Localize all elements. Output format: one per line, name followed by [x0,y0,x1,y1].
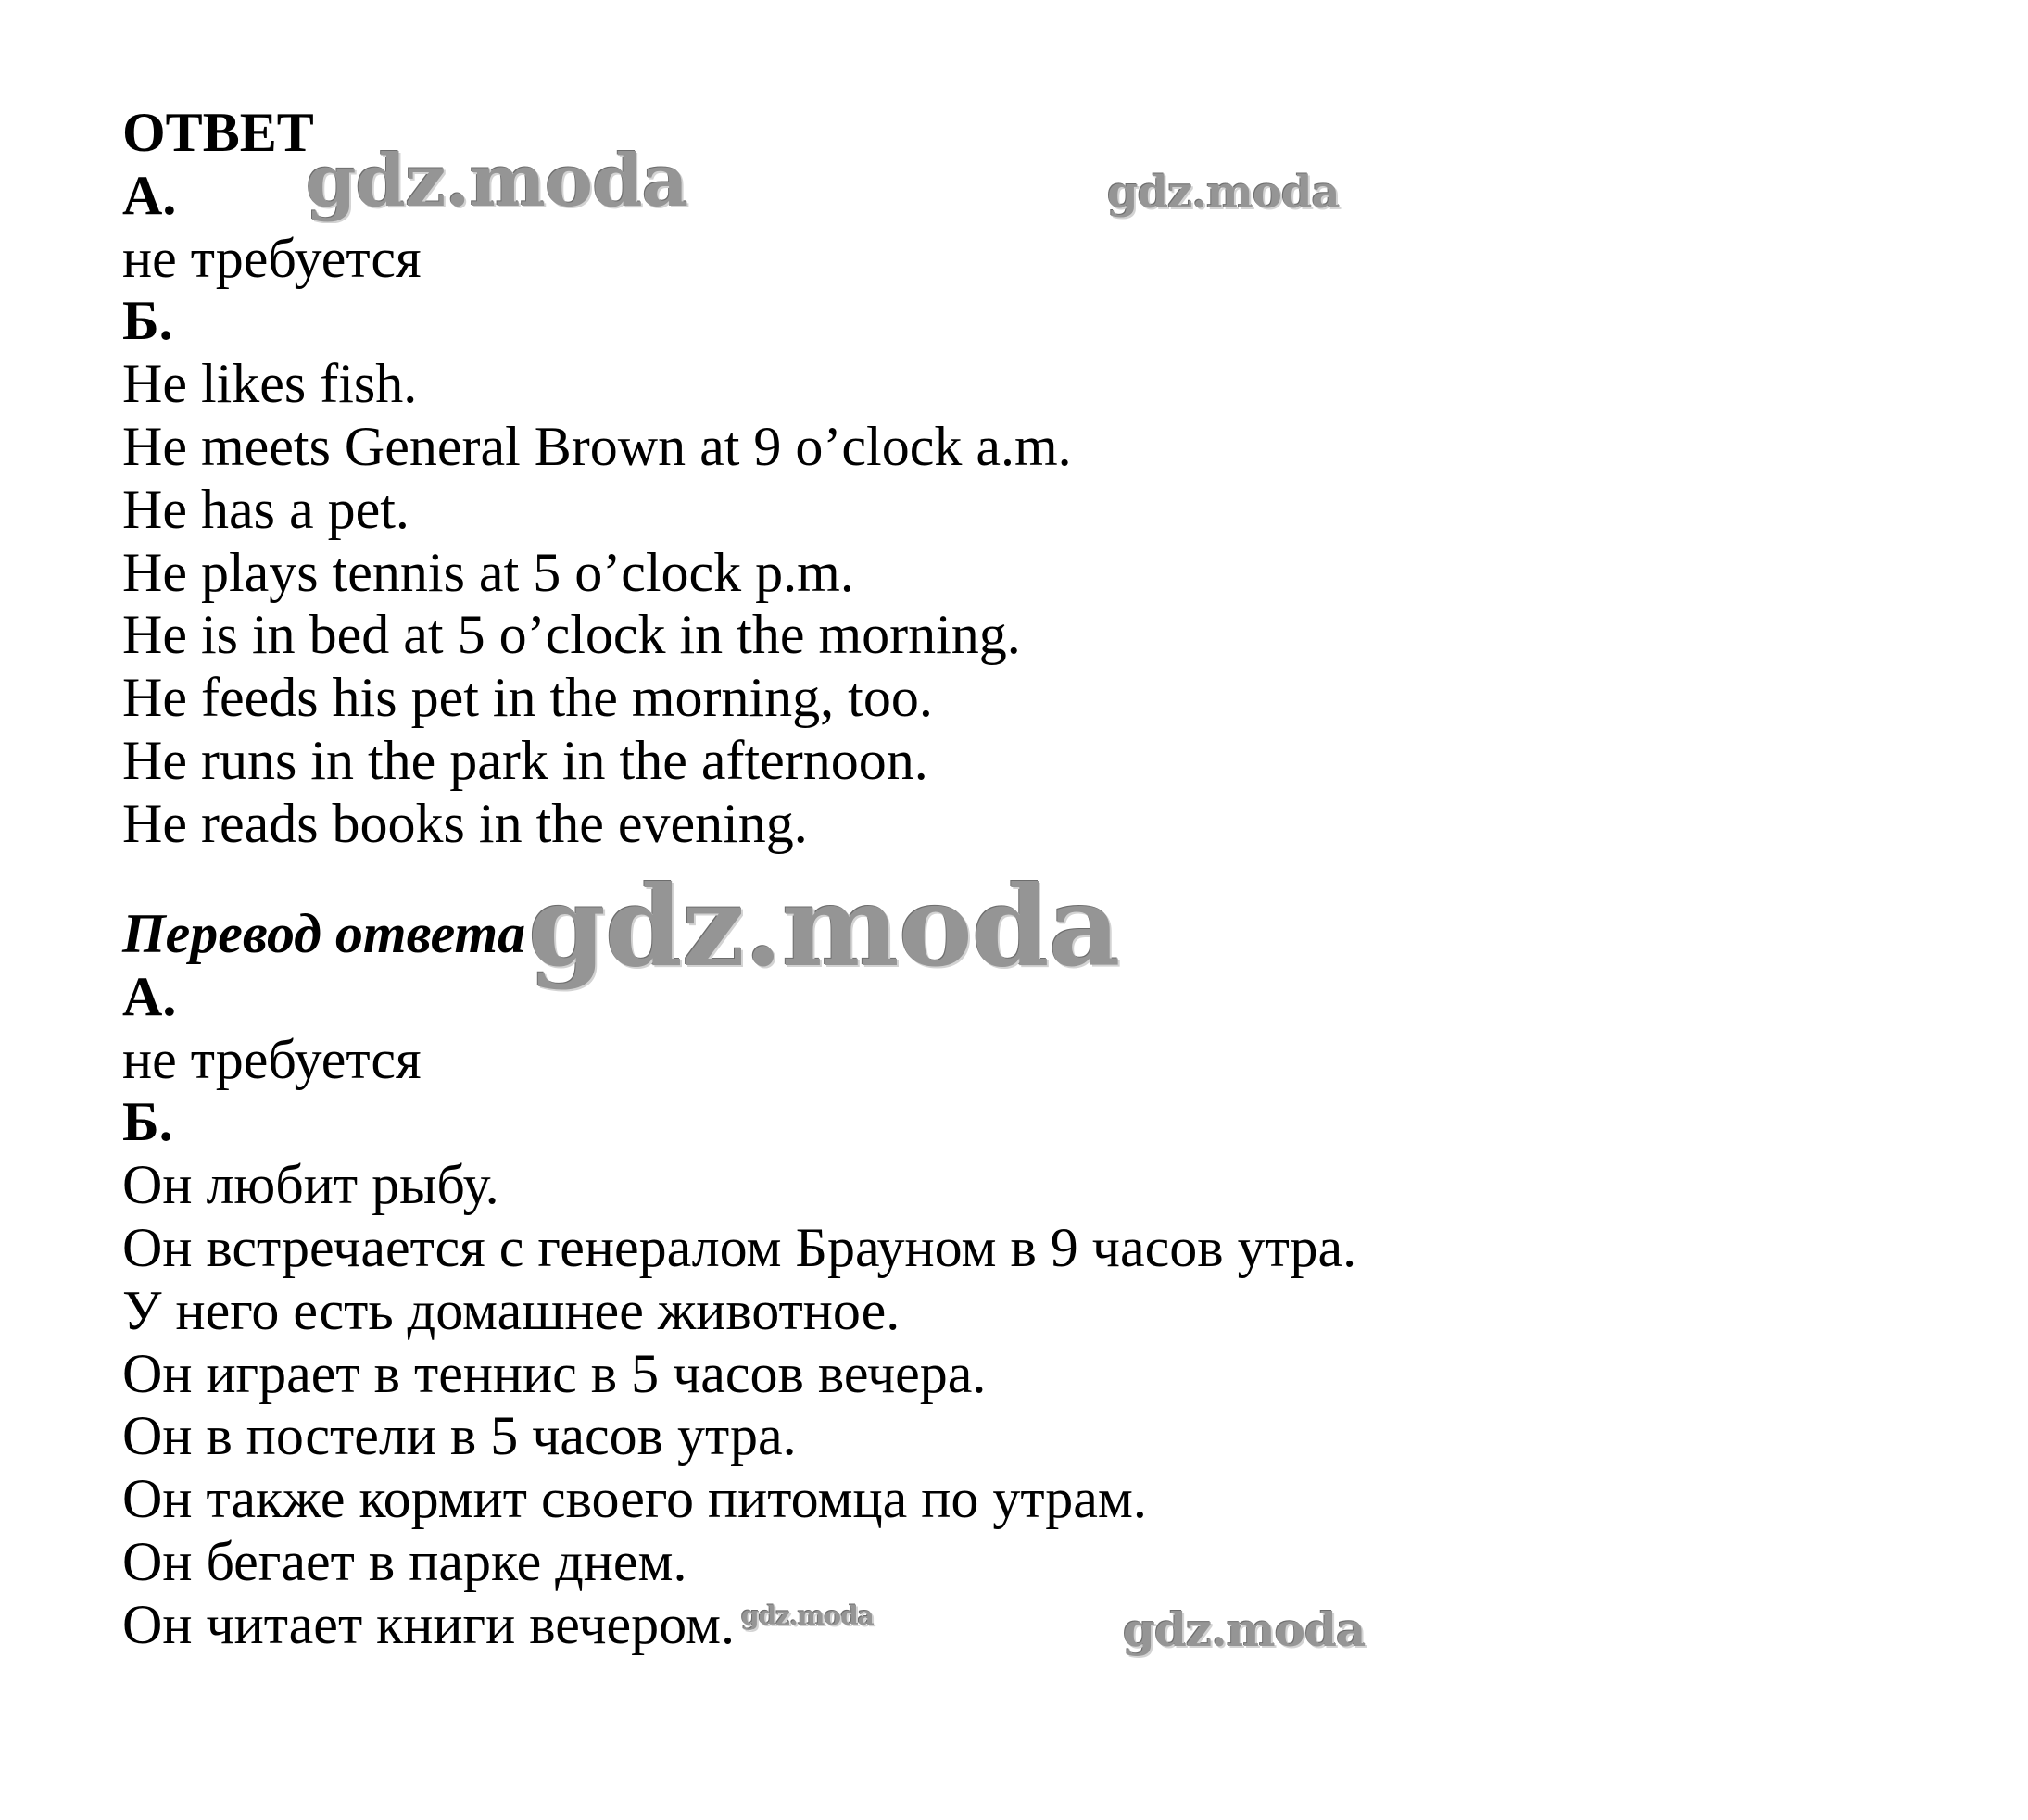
answer-section-b-label: Б. [122,290,173,352]
translation-section-b-label: Б. [122,1091,173,1153]
watermark: gdz.moda [306,139,688,223]
answer-line: He reads books in the evening. [122,792,808,854]
translation-line: Он в постели в 5 часов утра. [122,1405,797,1467]
translation-section-a-label: А. [122,965,177,1027]
answer-line: He meets General Brown at 9 o’clock a.m. [122,415,1072,477]
watermark: gdz.moda [741,1600,874,1631]
answer-line: He runs in the park in the afternoon. [122,729,928,791]
translation-section [122,903,1883,1657]
translation-section-a-text: не требуется [122,1028,422,1090]
translation-line: Он встречается с генералом Брауном в 9 часов утра. [122,1216,1357,1278]
watermark: gdz.moda [528,861,1120,992]
watermark: gdz.moda [1107,167,1340,219]
answer-line: He feeds his pet in the morning, too. [122,667,933,729]
answer-section-a-text: не требуется [122,227,422,289]
answer-line: He is in bed at 5 o’clock in the morning. [122,604,1021,666]
translation-line: Он также кормит своего питомца по утрам. [122,1468,1147,1530]
answer-line: He plays tennis at 5 o’clock p.m. [122,541,854,603]
answer-line: He likes fish. [122,353,418,415]
answer-title: ОТВЕТ [122,102,314,163]
watermark: gdz.moda [1123,1602,1366,1657]
answer-line: He has a pet. [122,478,409,540]
translation-line: Он читает книги вечером. [122,1593,735,1655]
translation-line: У него есть домашнее животное. [122,1279,901,1341]
translation-title: Перевод ответа [122,903,526,964]
translation-line: Он любит рыбу. [122,1154,499,1216]
translation-line: Он играет в теннис в 5 часов вечера. [122,1342,987,1404]
translation-line: Он бегает в парке днем. [122,1530,687,1592]
answer-section-a-label: А. [122,164,177,226]
